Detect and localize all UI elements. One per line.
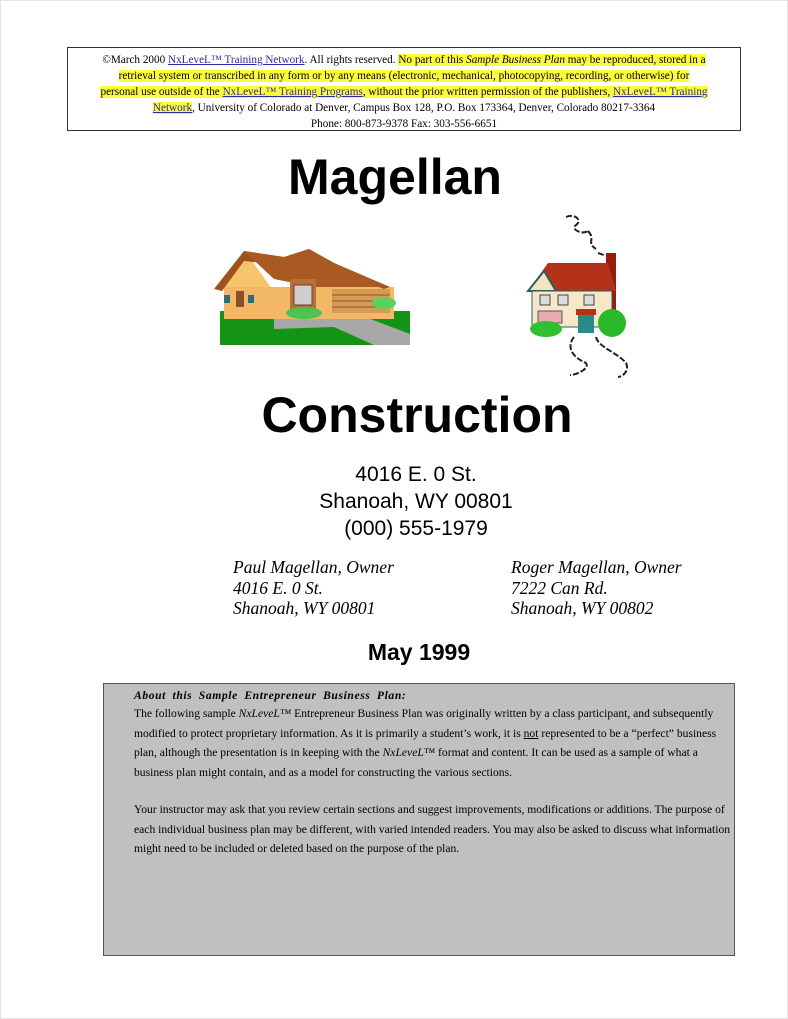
notice-text: , without the prior written permission of the publishers,: [362, 86, 613, 98]
address-street: 4016 E. 0 St.: [355, 463, 477, 486]
owner-city: Shanoah, WY 00802: [511, 598, 654, 618]
about-text: format and content. It can be used as a sample of what a business plan might contain, and as a model for constructing the various sections.: [134, 746, 698, 779]
notice-text: retrieval system or transcribed in any form or by any means (electronic, mechanical, photocopying, recording, or otherwise) for: [118, 70, 690, 82]
owner-name: Roger Magellan, Owner: [511, 557, 682, 577]
notice-line-3: [68, 84, 740, 100]
owner-block-paul: [233, 557, 394, 619]
address-phone: (000) 555-1979: [344, 517, 488, 540]
notice-text: personal use outside of the: [100, 86, 223, 98]
nxlevel-programs-link[interactable]: NxLeveL™ Training Programs: [222, 86, 363, 98]
ranch-house-icon: [214, 249, 410, 345]
owner-street: 4016 E. 0 St.: [233, 577, 323, 598]
nxlevel-training-link[interactable]: NxLeveL™ Training: [612, 86, 708, 98]
about-paragraph-1: [134, 704, 734, 782]
cottage-house-icon: [526, 211, 636, 379]
company-address: [1, 461, 788, 542]
brand-name: NxLeveL™: [382, 746, 436, 759]
notice-text: No part of this: [398, 54, 467, 66]
owner-block-roger: [511, 557, 682, 619]
notice-text: ©March 2000: [102, 54, 168, 66]
underlined-word: not: [523, 726, 539, 740]
plan-date: May 1999: [367, 639, 471, 665]
notice-text: , University of Colorado at Denver, Campus Box 128, P.O. Box 173364, Denver, Colorado 80217-3364: [192, 102, 656, 114]
notice-line-4: [68, 100, 740, 116]
about-paragraph-2: Your instructor may ask that you review certain sections and suggest improvements, modifications or additions. The purpose of each individual business plan may be different, with varied intended readers. You may also be asked to discuss what information might need to be included or deleted based on the purpose of the plan.: [134, 803, 731, 855]
about-text: Entrepreneur Business Plan was originally written by a class participant, and subsequently modified to protect proprietary information. As it is primarily a student’s work, it is: [134, 707, 714, 740]
about-heading: About this Sample Entrepreneur Business Plan:: [134, 689, 407, 702]
about-sample-plan-box: [103, 683, 735, 956]
nxlevel-network-link[interactable]: NxLeveL™ Training Network: [168, 54, 305, 66]
notice-line-2: [68, 68, 740, 84]
owner-street: 7222 Can Rd.: [511, 577, 608, 598]
about-text: The following sample: [134, 707, 239, 720]
notice-text: . All rights reserved.: [304, 54, 399, 66]
address-city: Shanoah, WY 00801: [319, 490, 513, 513]
owner-name: Paul Magellan, Owner: [233, 557, 394, 577]
title-magellan: Magellan: [288, 149, 502, 205]
owner-city: Shanoah, WY 00801: [233, 598, 376, 618]
copyright-notice: [67, 47, 741, 131]
about-text: represented to be a “perfect” business plan, although the presentation is in keeping with the: [134, 726, 717, 759]
brand-name: NxLeveL™: [238, 707, 292, 720]
notice-emphasis: Sample Business Plan: [466, 54, 565, 66]
notice-line-5: Phone: 800-873-9378 Fax: 303-556-6651: [310, 118, 498, 130]
notice-text: may be reproduced, stored in a: [564, 54, 706, 66]
notice-highlight: [398, 54, 705, 66]
notice-line-1: [68, 52, 740, 68]
nxlevel-network-link-2[interactable]: Network: [152, 102, 193, 114]
title-construction: Construction: [261, 387, 573, 443]
